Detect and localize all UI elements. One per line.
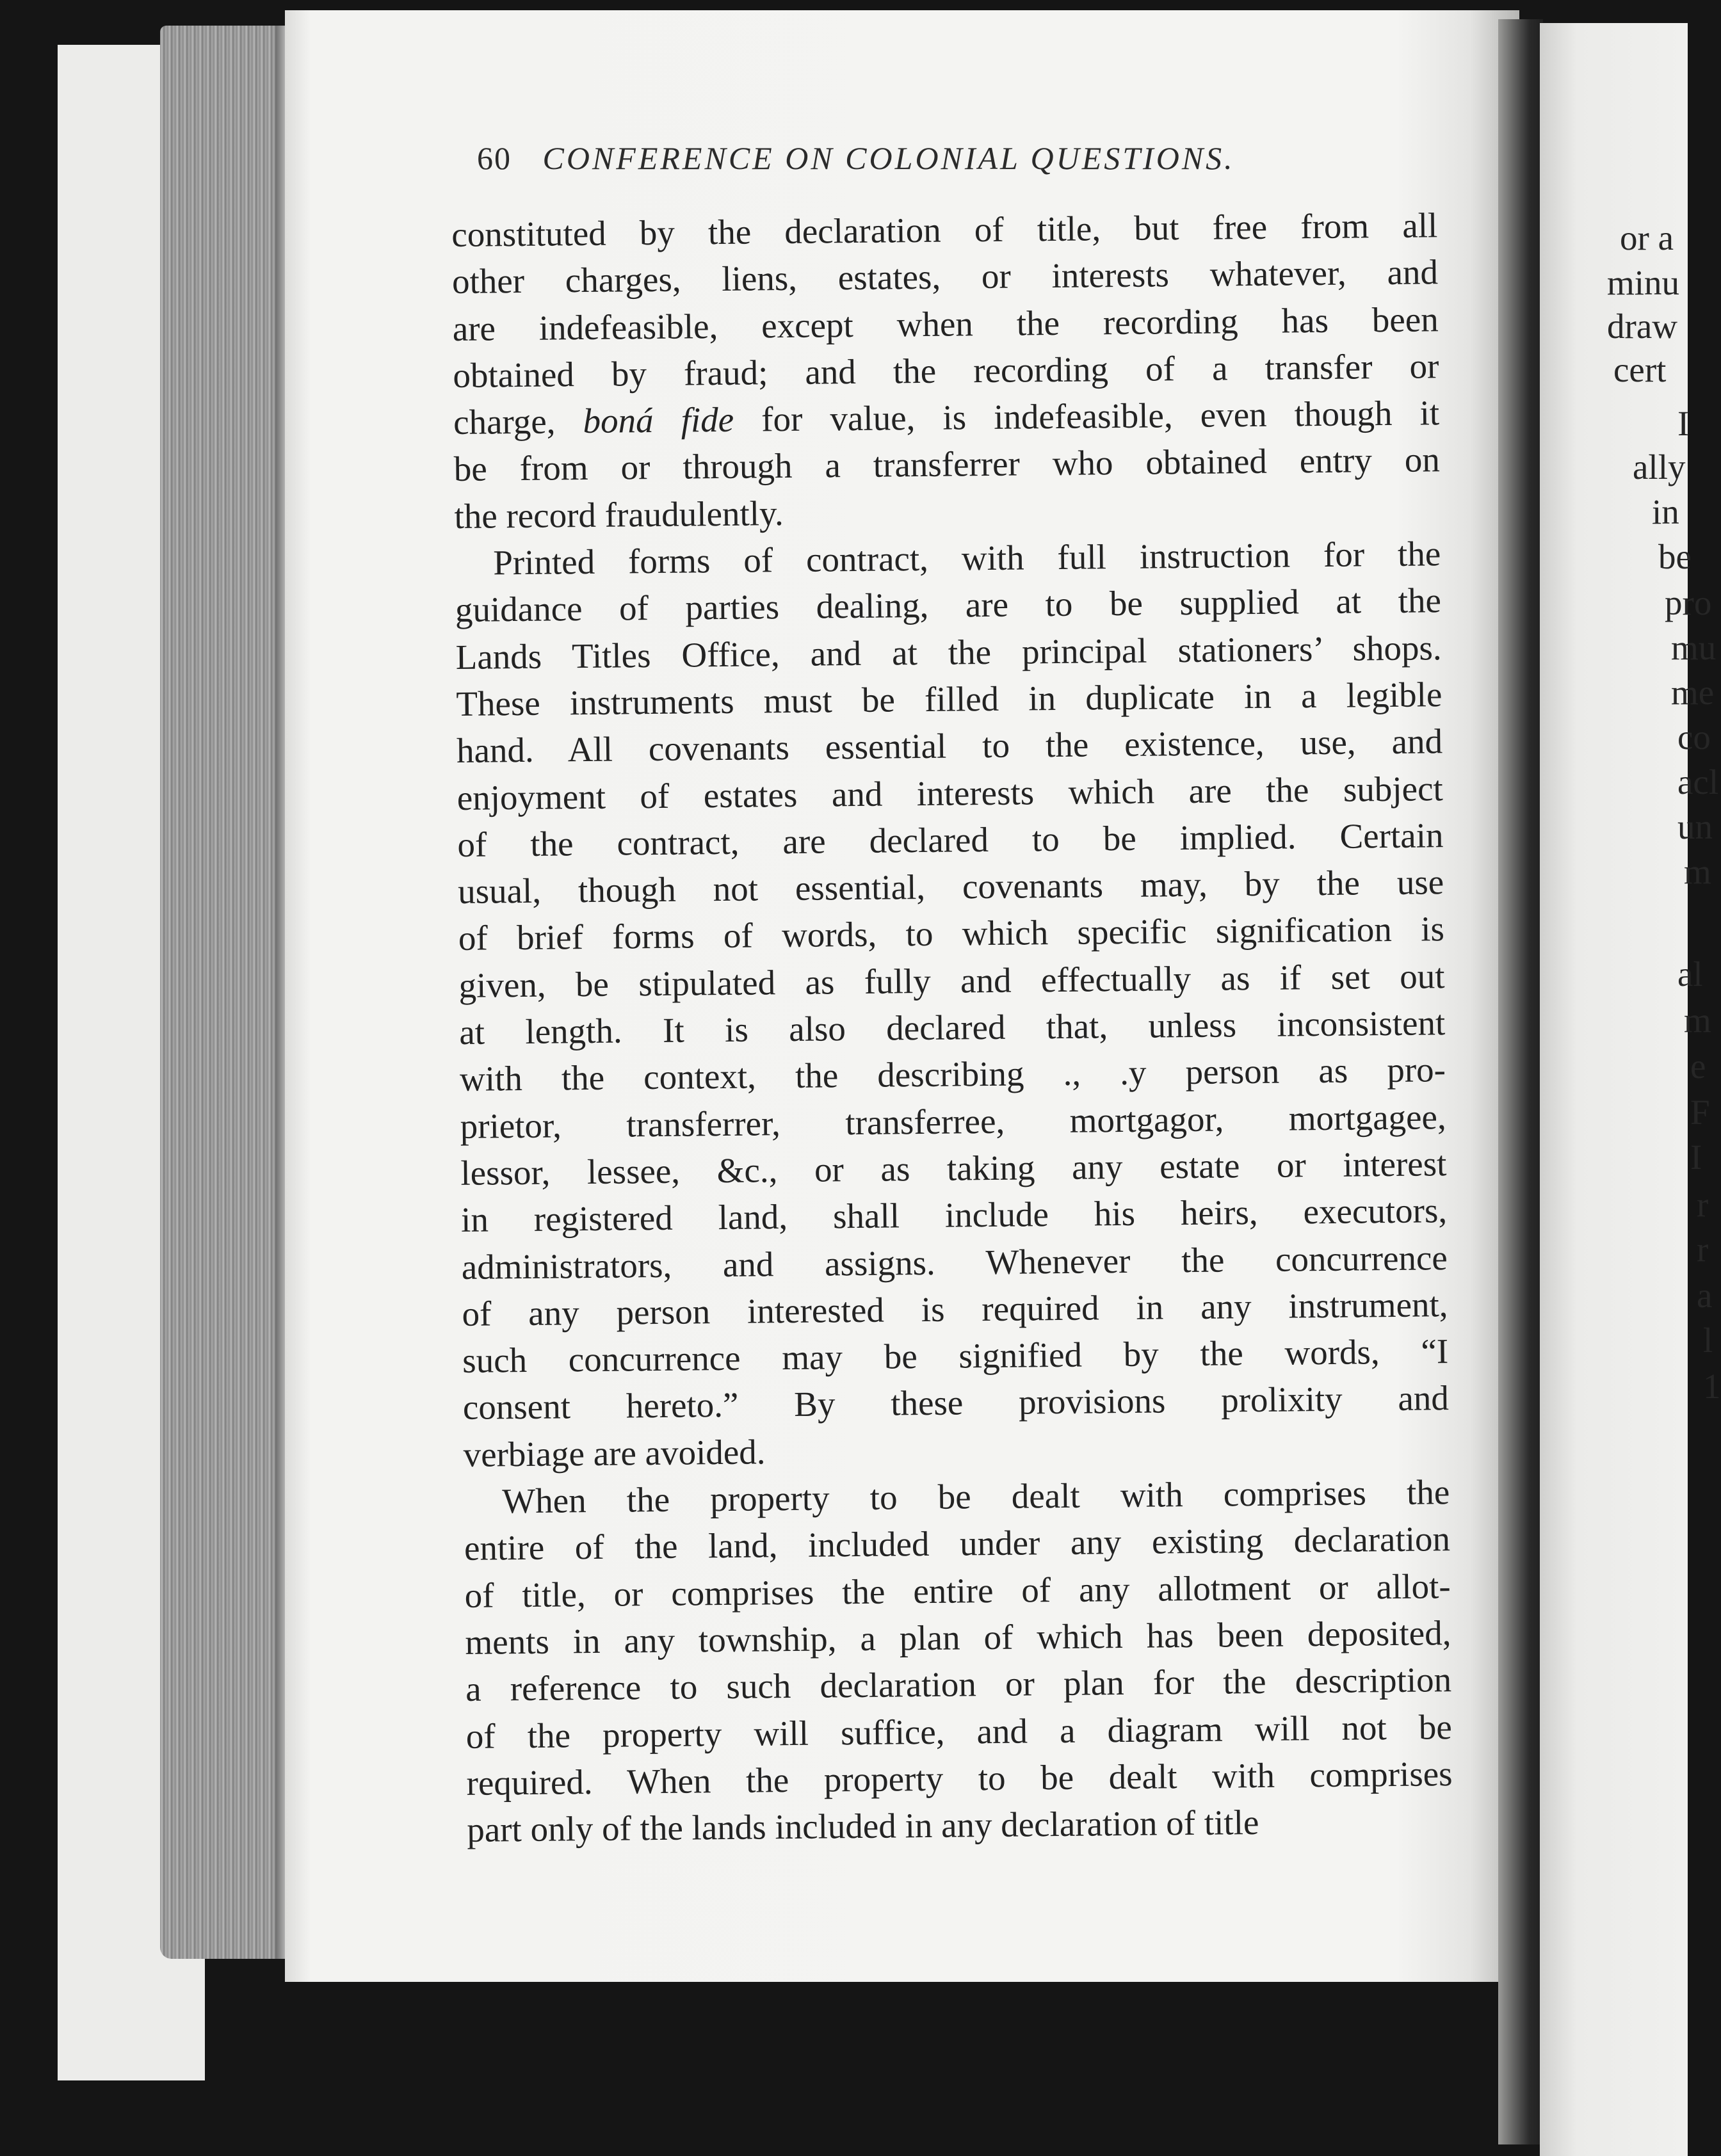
running-head bbox=[477, 140, 1235, 177]
facing-page-fragment: r bbox=[1697, 1230, 1709, 1269]
facing-page-fragment: 1 bbox=[1703, 1367, 1721, 1406]
book-page-edges bbox=[160, 26, 288, 1959]
facing-page-fragment: mu bbox=[1671, 628, 1717, 667]
text-line: of title, or comprises the entire of any allotment or allot- bbox=[464, 1566, 1451, 1615]
body-text bbox=[451, 202, 1453, 1853]
facing-page-fragment: me bbox=[1671, 673, 1715, 712]
text-line: ments in any township, a plan of which has been deposited, bbox=[465, 1613, 1451, 1662]
text-line: constituted by the declaration of title, but free from all bbox=[451, 205, 1438, 254]
text-line: verbiage are avoided. bbox=[463, 1432, 766, 1474]
text-line: obtained by fraud; and the recording of a transfer or bbox=[453, 346, 1439, 395]
latin-phrase: boná fide bbox=[583, 399, 734, 441]
facing-page-fragment: un bbox=[1677, 807, 1713, 846]
text-line: given, be stipulated as fully and effectually as if set out bbox=[458, 956, 1445, 1005]
text-line: in registered land, shall include his heirs, executors, bbox=[460, 1191, 1448, 1240]
facing-page-fragment: m bbox=[1684, 852, 1711, 891]
facing-page-fragment: be bbox=[1658, 537, 1692, 576]
text-line: of brief forms of words, to which specific signification is bbox=[458, 909, 1445, 958]
text-line: guidance of parties dealing, are to be supplied at the bbox=[455, 581, 1442, 630]
header-title: CONFERENCE ON COLONIAL QUESTIONS. bbox=[542, 140, 1235, 176]
facing-page-fragment: I bbox=[1677, 404, 1690, 443]
text-line: are indefeasible, except when the recording has been bbox=[452, 299, 1439, 348]
page-number: 60 bbox=[477, 140, 512, 176]
gutter-shadow bbox=[1498, 19, 1543, 2144]
text-line: Printed forms of contract, with full instruction for the bbox=[492, 534, 1441, 583]
text-line: be from or through a transferrer who obtained entry on bbox=[453, 440, 1441, 489]
text-line: charge, boná fide for value, is indefeasible, even though it bbox=[453, 393, 1440, 442]
text-line: enjoyment of estates and interests which are the subject bbox=[457, 768, 1444, 817]
facing-page-fragment: r bbox=[1697, 1185, 1709, 1224]
text-line: such concurrence may be signified by the words, “I bbox=[462, 1331, 1449, 1381]
paragraph bbox=[455, 530, 1450, 1478]
facing-page-fragment: l bbox=[1703, 1321, 1713, 1360]
text-line: required. When the property to be dealt with comprises bbox=[466, 1753, 1453, 1803]
facing-page-fragment: draw bbox=[1607, 307, 1677, 346]
text-line: hand. All covenants essential to the existence, use, and bbox=[456, 721, 1443, 771]
text-line: the record fraudulently. bbox=[454, 493, 784, 536]
text-line: prietor, transferrer, transferree, mortgagor, mortgagee, bbox=[460, 1097, 1446, 1146]
facing-page-fragment: al bbox=[1677, 954, 1703, 994]
facing-page-fragment: or a bbox=[1620, 218, 1674, 257]
facing-page-fragment: acl bbox=[1677, 762, 1719, 801]
facing-page-fragment: ally bbox=[1633, 447, 1686, 487]
text-line: of any person interested is required in any instrument, bbox=[462, 1284, 1448, 1333]
paragraph bbox=[451, 202, 1441, 540]
text-line: of the contract, are declared to be implied. Certain bbox=[457, 816, 1444, 864]
text-line: part only of the lands included in any declaration of title bbox=[466, 1803, 1259, 1849]
text-line: administrators, and assigns. Whenever the concurrence bbox=[461, 1237, 1448, 1287]
text-line: entire of the land, included under any existing declaration bbox=[464, 1519, 1451, 1568]
text-line: When the property to be dealt with comprises the bbox=[502, 1472, 1450, 1521]
text-line: with the context, the describing ., .y person as pro- bbox=[459, 1050, 1446, 1099]
text-line: lessor, lessee, &c., or as taking any estate or interest bbox=[460, 1144, 1447, 1193]
facing-page-fragment: minu bbox=[1607, 263, 1680, 302]
paragraph bbox=[464, 1468, 1453, 1853]
text-line: of the property will suffice, and a diagram will not be bbox=[465, 1707, 1453, 1756]
facing-page-fragment: e bbox=[1690, 1047, 1706, 1086]
text-line: These instruments must be filled in duplicate in a legible bbox=[456, 675, 1442, 723]
facing-page-fragment: co bbox=[1677, 718, 1711, 757]
facing-page-fragment: pro bbox=[1665, 583, 1712, 622]
facing-page-fragment: cert bbox=[1613, 350, 1667, 389]
facing-page-fragment: in bbox=[1652, 492, 1679, 531]
facing-page-fragment: a bbox=[1697, 1276, 1713, 1315]
text-line: a reference to such declaration or plan for the description bbox=[465, 1660, 1452, 1709]
facing-page-fragment: F bbox=[1690, 1093, 1710, 1132]
text-line: usual, though not essential, covenants may, by the use bbox=[457, 862, 1444, 912]
text-line: other charges, liens, estates, or interests whatever, and bbox=[451, 252, 1439, 302]
text-line: consent hereto.” By these provisions prolixity and bbox=[462, 1378, 1450, 1428]
text-line: Lands Titles Office, and at the principal stationers’ shops. bbox=[455, 627, 1442, 677]
facing-page-fragment: I bbox=[1690, 1138, 1702, 1177]
text-line: at length. It is also declared that, unless inconsistent bbox=[459, 1003, 1446, 1052]
facing-page-fragment: m bbox=[1684, 1001, 1711, 1040]
